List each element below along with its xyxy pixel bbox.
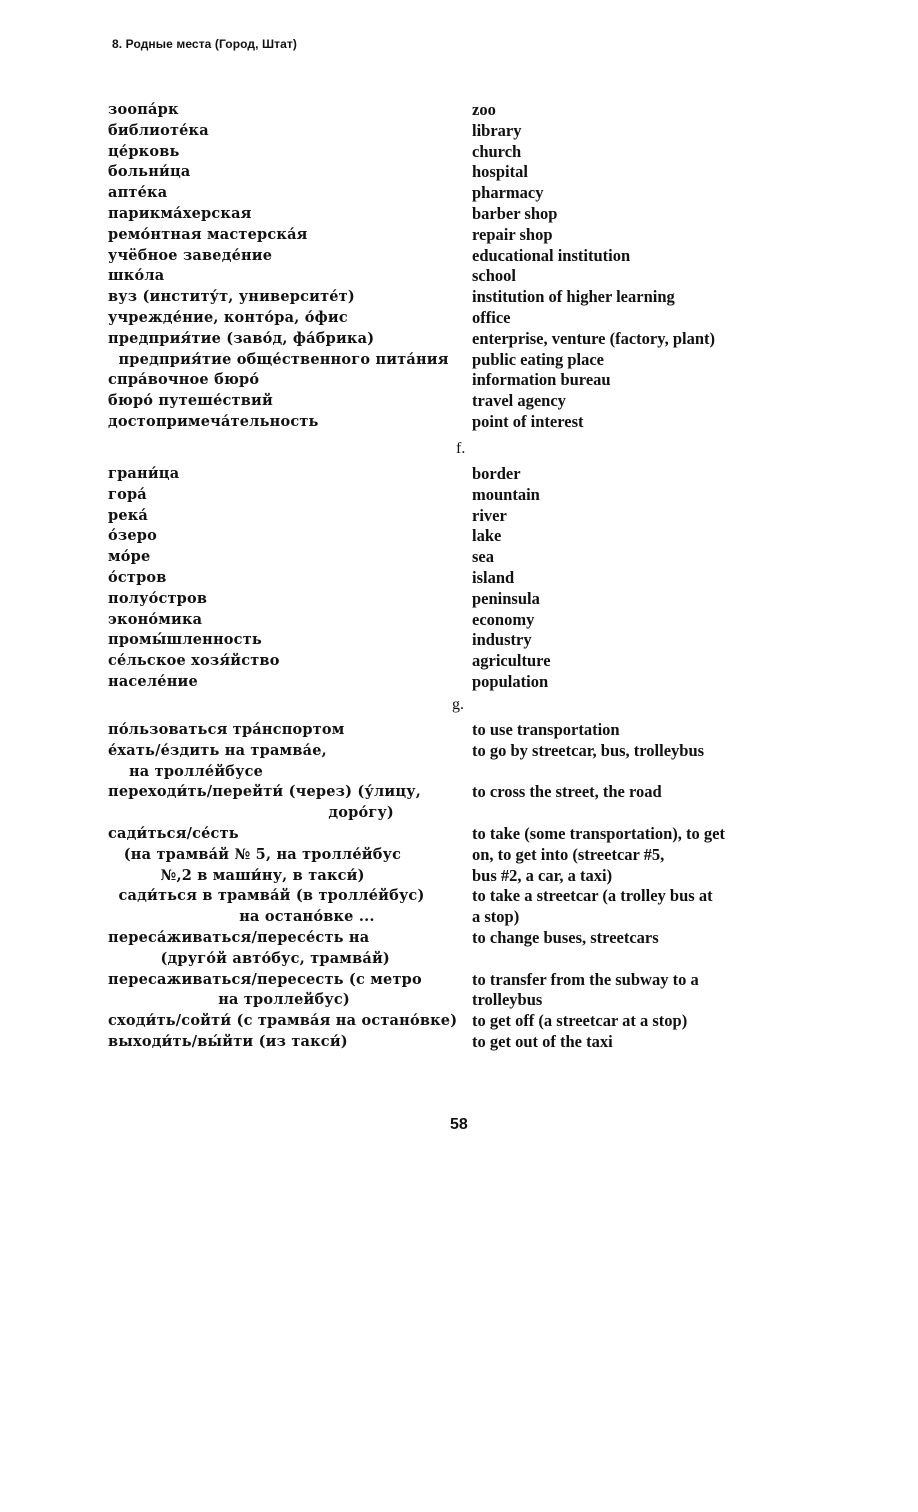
vocabulary-entry (0, 970, 918, 1012)
english-translation (472, 1032, 613, 1053)
english-translation (472, 526, 501, 547)
vocabulary-entry (0, 142, 918, 163)
english-translation-line: to change buses, streetcars (472, 927, 659, 947)
russian-term (108, 720, 345, 741)
russian-term-line: на остано́вке ... (108, 908, 375, 926)
english-translation-line: population (472, 671, 549, 691)
english-translation (472, 568, 514, 589)
russian-term (108, 672, 198, 693)
english-translation (472, 162, 528, 183)
english-translation-line: public eating place (472, 349, 605, 369)
english-translation-line: zoo (472, 100, 496, 119)
russian-term-line: вуз (институ́т, университе́т) (108, 288, 355, 306)
english-translation (472, 672, 548, 693)
russian-term (108, 741, 327, 783)
vocabulary-entry (0, 329, 918, 350)
english-translation (472, 391, 566, 412)
english-translation (472, 928, 659, 949)
russian-term-line: е́хать/е́здить на трамва́е, (108, 741, 327, 759)
vocabulary-section (0, 100, 918, 433)
english-translation-line: on, to get into (streetcar #5, (472, 844, 665, 864)
russian-term (108, 970, 422, 1012)
english-translation (472, 720, 620, 741)
english-translation (472, 412, 584, 433)
vocabulary-entry (0, 526, 918, 547)
russian-term (108, 287, 355, 308)
russian-term-line: сходи́ть/сойти́ (с трамва́я на остано́вке) (108, 1012, 458, 1030)
english-translation-line: to cross the street, the road (472, 782, 662, 802)
russian-term-line: шко́ла (108, 267, 165, 285)
vocabulary-entry (0, 370, 918, 391)
english-translation (472, 464, 521, 485)
russian-term (108, 370, 259, 391)
russian-term (108, 928, 390, 970)
russian-term (108, 329, 374, 350)
russian-term (108, 100, 179, 121)
russian-term-line: на троллейбус) (108, 991, 350, 1009)
english-translation-line: sea (472, 547, 494, 567)
russian-term (108, 568, 167, 589)
english-translation-line: bus #2, a car, a taxi) (472, 865, 613, 885)
english-translation (472, 589, 540, 610)
vocabulary-entry (0, 246, 918, 267)
vocabulary-entry (0, 350, 918, 371)
english-translation-line: to take (some transportation), to get (472, 823, 725, 843)
english-translation-line: school (472, 266, 517, 286)
russian-term (108, 246, 272, 267)
english-translation-line: to get out of the taxi (472, 1031, 613, 1051)
vocabulary-entry (0, 464, 918, 485)
russian-term (108, 162, 190, 183)
english-translation-line: agriculture (472, 651, 551, 671)
english-translation-line: repair shop (472, 224, 553, 244)
russian-term-line: апте́ка (108, 184, 168, 202)
vocabulary-entry (0, 391, 918, 412)
russian-term-line: полуо́стров (108, 589, 208, 607)
russian-term (108, 485, 147, 506)
english-translation (472, 610, 534, 631)
english-translation-line: barber shop (472, 203, 558, 223)
russian-term-line: парикма́херская (108, 204, 252, 222)
english-translation (472, 121, 522, 142)
english-translation-line: educational institution (472, 245, 631, 265)
page-number: 58 (450, 1116, 468, 1133)
russian-term-line: ремо́нтная мастерска́я (108, 225, 308, 243)
russian-term (108, 266, 164, 287)
russian-term-line: предприя́тие обще́ственного пита́ния (108, 350, 449, 368)
russian-term-line: гора́ (108, 485, 147, 503)
russian-term (108, 412, 319, 433)
english-translation-line: to use transportation (472, 720, 620, 739)
english-translation (472, 246, 630, 267)
english-translation-line: to go by streetcar, bus, trolleybus (472, 740, 705, 760)
vocabulary-entry (0, 547, 918, 568)
russian-term (108, 204, 252, 225)
english-translation-line: library (472, 120, 522, 140)
russian-term-line: промы́шленность (108, 631, 262, 649)
russian-term (108, 350, 449, 371)
english-translation-line: office (472, 307, 511, 327)
russian-term (108, 589, 207, 610)
russian-term-line: переса́живаться/пересе́сть на (108, 928, 370, 946)
russian-term (108, 183, 167, 204)
russian-term-line: бюро́ путеше́ствий (108, 392, 273, 410)
vocabulary-section (0, 696, 918, 1053)
russian-term (108, 308, 348, 329)
english-translation (472, 506, 507, 527)
vocabulary-entry (0, 782, 918, 824)
vocabulary-entry (0, 1011, 918, 1032)
russian-term (108, 547, 150, 568)
vocabulary-entry (0, 183, 918, 204)
russian-term-line: учёбное заведе́ние (108, 246, 273, 264)
russian-term (108, 142, 180, 163)
russian-term-line: зоопа́рк (108, 101, 179, 118)
english-translation (472, 970, 699, 1012)
russian-term-line: предприя́тие (заво́д, фа́брика) (108, 329, 375, 347)
vocabulary-entry (0, 162, 918, 183)
russian-term (108, 464, 179, 485)
russian-term-line: река́ (108, 506, 149, 524)
english-translation-line: information bureau (472, 370, 611, 390)
russian-term (108, 886, 425, 928)
english-translation-line: to take a streetcar (a trolley bus at (472, 886, 713, 906)
russian-term-line: библиоте́ка (108, 121, 209, 139)
vocabulary-entry (0, 204, 918, 225)
russian-term-line: переходи́ть/перейти́ (через) (у́лицу, (108, 783, 421, 801)
english-translation-line: point of interest (472, 411, 584, 431)
english-translation (472, 370, 611, 391)
english-translation-line: mountain (472, 484, 540, 504)
russian-term (108, 526, 157, 547)
russian-term-line: больни́ца (108, 163, 191, 181)
section-letter: g. (452, 696, 464, 713)
vocabulary-entry (0, 886, 918, 928)
english-translation-line: island (472, 567, 515, 587)
russian-term-line: достопримеча́тельность (108, 412, 319, 430)
english-translation-line: economy (472, 609, 535, 629)
english-translation-line: hospital (472, 162, 528, 182)
russian-term (108, 121, 209, 142)
russian-term (108, 824, 401, 886)
english-translation (472, 329, 715, 350)
section-letter: f. (456, 440, 466, 457)
russian-term (108, 506, 148, 527)
english-translation (472, 547, 494, 568)
russian-term-line: се́льское хозя́йство (108, 652, 280, 670)
english-translation-line: to get off (a streetcar at a stop) (472, 1011, 688, 1031)
russian-term-line: це́рковь (108, 142, 180, 160)
vocabulary-entry (0, 741, 918, 783)
english-translation-line: pharmacy (472, 183, 544, 203)
russian-term (108, 1032, 348, 1053)
english-translation-line: trolleybus (472, 990, 543, 1010)
russian-term-line: спра́вочное бюро́ (108, 371, 260, 389)
russian-term (108, 651, 280, 672)
russian-term-line: мо́ре (108, 548, 151, 566)
english-translation-line: industry (472, 630, 532, 650)
vocabulary-entry (0, 485, 918, 506)
english-translation (472, 308, 510, 329)
russian-term-line: населе́ние (108, 672, 198, 690)
english-translation (472, 485, 540, 506)
english-translation (472, 782, 662, 803)
vocabulary-entry (0, 1032, 918, 1053)
english-translation (472, 142, 521, 163)
english-translation-line: travel agency (472, 391, 566, 411)
russian-term-line: сади́ться/се́сть (108, 824, 239, 842)
russian-term-line: на тролле́йбусе (108, 762, 264, 780)
vocabulary-entry (0, 720, 918, 741)
vocabulary-entry (0, 287, 918, 308)
english-translation (472, 741, 704, 762)
vocabulary-entry (0, 568, 918, 589)
russian-term-line: учрежде́ние, конто́ра, о́фис (108, 308, 348, 326)
english-translation-line: church (472, 141, 522, 161)
english-translation (472, 630, 532, 651)
russian-term-line: (на трамва́й № 5, на тролле́йбус (108, 845, 402, 863)
russian-term-line: выходи́ть/вы́йти (из такси́) (108, 1032, 348, 1050)
vocabulary-entry (0, 610, 918, 631)
russian-term-line: доро́гу) (108, 804, 394, 822)
vocabulary-entry (0, 651, 918, 672)
vocabulary-entry (0, 412, 918, 433)
russian-term-line: по́льзоваться тра́нспортом (108, 721, 345, 738)
russian-term (108, 391, 273, 412)
russian-term (108, 782, 421, 824)
vocabulary-entry (0, 308, 918, 329)
english-translation (472, 824, 725, 886)
english-translation-line: to transfer from the subway to a (472, 969, 699, 989)
russian-term-line: (друго́й авто́бус, трамва́й) (108, 949, 390, 967)
vocabulary-entry (0, 121, 918, 142)
english-translation (472, 886, 713, 928)
vocabulary-entry (0, 824, 918, 886)
english-translation (472, 100, 496, 121)
english-translation-line: a stop) (472, 907, 520, 927)
english-translation (472, 266, 516, 287)
english-translation-line: institution of higher learning (472, 287, 675, 307)
russian-term-line: эконо́мика (108, 610, 203, 628)
russian-term-line: о́зеро (108, 527, 157, 545)
vocabulary-section (0, 440, 918, 693)
russian-term (108, 1011, 457, 1032)
russian-term (108, 610, 202, 631)
english-translation (472, 350, 604, 371)
russian-term-line: о́стров (108, 568, 167, 586)
russian-term-line: №,2 в маши́ну, в такси́) (108, 866, 365, 884)
russian-term (108, 630, 262, 651)
english-translation (472, 1011, 687, 1032)
russian-term (108, 225, 308, 246)
russian-term-line: пересаживаться/пересесть (с метро (108, 970, 422, 988)
vocabulary-entry (0, 630, 918, 651)
english-translation (472, 225, 553, 246)
english-translation-line: enterprise, venture (factory, plant) (472, 328, 716, 348)
vocabulary-entry (0, 506, 918, 527)
english-translation (472, 183, 544, 204)
vocabulary-entry (0, 589, 918, 610)
vocabulary-entry (0, 672, 918, 693)
english-translation-line: border (472, 464, 521, 483)
vocabulary-entry (0, 100, 918, 121)
russian-term-line: грани́ца (108, 465, 180, 482)
english-translation-line: river (472, 505, 507, 525)
russian-term-line: сади́ться в трамва́й (в тролле́йбус) (108, 887, 425, 905)
vocabulary-entry (0, 225, 918, 246)
vocabulary-entry (0, 928, 918, 970)
page-header: 8. Родные места (Город, Штат) (112, 37, 297, 51)
english-translation (472, 287, 675, 308)
english-translation (472, 204, 557, 225)
english-translation (472, 651, 551, 672)
english-translation-line: peninsula (472, 588, 540, 608)
vocabulary-entry (0, 266, 918, 287)
english-translation-line: lake (472, 526, 502, 546)
